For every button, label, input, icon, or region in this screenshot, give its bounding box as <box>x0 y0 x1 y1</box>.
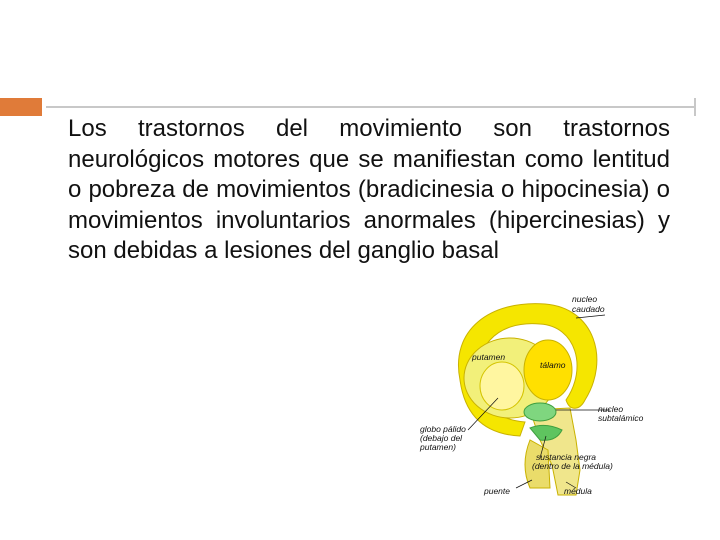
label-globo-palido-1: globo pálido <box>420 424 466 434</box>
title-rule <box>46 106 696 108</box>
basal-ganglia-diagram <box>380 290 700 500</box>
leader-caudado <box>576 315 605 318</box>
basal-ganglia-figure <box>380 290 700 500</box>
label-nucleo-caudado-2: caudado <box>572 304 605 314</box>
label-puente: puente <box>484 486 510 496</box>
thalamus-shape <box>524 340 572 400</box>
label-sustancia-negra-2: (dentro de la médula) <box>532 461 613 471</box>
title-accent-box <box>0 98 42 116</box>
label-medula: médula <box>564 486 592 496</box>
label-nucleo-subtalamico-1: nucleo <box>598 404 624 414</box>
label-nucleo-caudado-1: nucleo <box>572 294 598 304</box>
subthalamic-nucleus-shape <box>524 403 556 421</box>
globus-pallidus-shape <box>480 362 524 410</box>
label-sustancia-negra-1: sustancia negra <box>536 452 597 462</box>
label-globo-palido-3: putamen) <box>420 442 456 452</box>
slide-body-text: Los trastornos del movimiento son trastornos neurológicos motores que se manifiestan como lentitud o pobreza de movimientos (bradicinesia o hipocinesia) o movimientos involuntarios anormales (hipercinesias) y son debidas a lesiones del ganglio basal <box>68 115 670 264</box>
label-putamen: putamen <box>472 352 506 362</box>
label-globo-palido-2: (debajo del <box>420 433 463 443</box>
label-nucleo-subtalamico-2: subtalámico <box>598 413 644 423</box>
title-rule-end <box>694 98 696 116</box>
label-talamo: tálamo <box>540 360 566 370</box>
